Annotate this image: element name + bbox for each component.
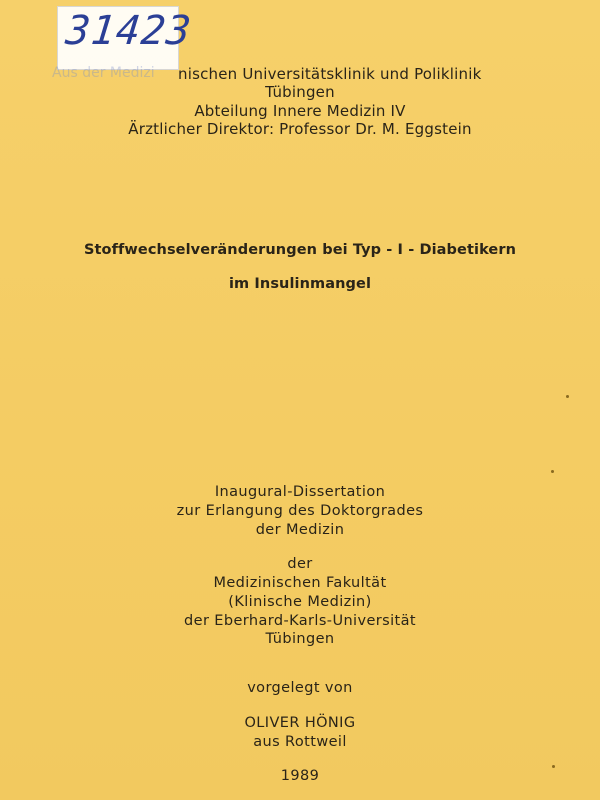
presented-by-label: vorgelegt von bbox=[247, 680, 353, 696]
header-faded-text: Aus der Medizi bbox=[52, 65, 155, 81]
paper-speck bbox=[566, 395, 569, 398]
header-clinic-name: nischen Universitätsklinik und Poliklinik bbox=[178, 65, 482, 83]
degree-field: der Medizin bbox=[255, 522, 345, 538]
faculty-subtitle: (Klinische Medizin) bbox=[228, 594, 372, 610]
publication-year: 1989 bbox=[280, 768, 320, 784]
header-city: Tübingen bbox=[265, 83, 335, 101]
paper-speck bbox=[551, 470, 554, 473]
faculty-connector: der bbox=[287, 556, 313, 572]
degree-purpose: zur Erlangung des Doktorgrades bbox=[176, 503, 424, 519]
thesis-title: Stoffwechselveränderungen bei Typ - I - Diabetikern bbox=[83, 242, 517, 258]
faculty-name: Medizinischen Fakultät bbox=[213, 575, 387, 591]
header-director: Ärztlicher Direktor: Professor Dr. M. Eggstein bbox=[128, 120, 472, 138]
stamp-number: 31423 bbox=[63, 8, 194, 54]
university-city: Tübingen bbox=[265, 631, 335, 647]
university-name: der Eberhard-Karls-Universität bbox=[184, 613, 416, 629]
author-origin: aus Rottweil bbox=[253, 734, 347, 750]
thesis-subtitle: im Insulinmangel bbox=[228, 276, 372, 292]
dissertation-label: Inaugural-Dissertation bbox=[214, 484, 386, 500]
author-name: OLIVER HÖNIG bbox=[244, 715, 356, 731]
header-department: Abteilung Innere Medizin IV bbox=[194, 102, 406, 120]
paper-speck bbox=[552, 765, 555, 768]
